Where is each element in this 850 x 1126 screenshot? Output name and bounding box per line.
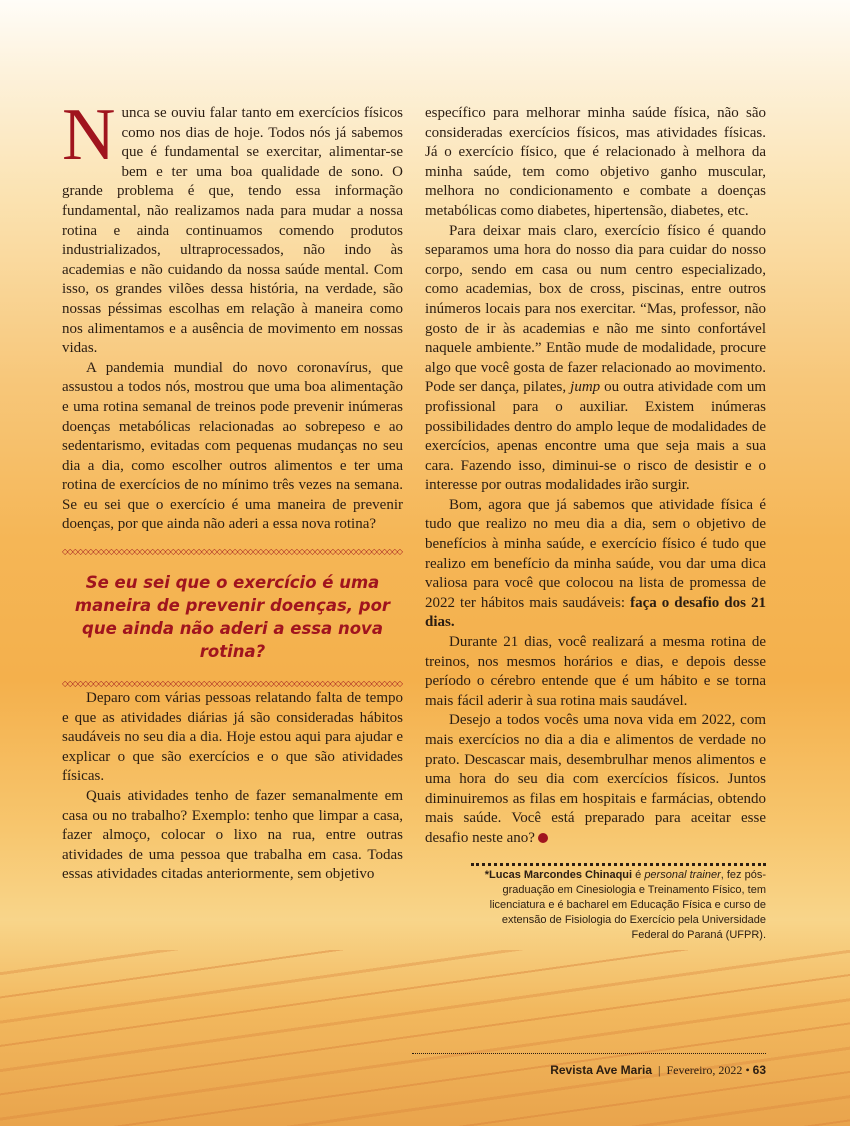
paragraph: A pandemia mundial do novo coronavírus, que assustou a todos nós, mostrou que uma boa alimentação e uma rotina semanal de treinos pode prevenir inúmeras doenças metabólicas relacionadas ao sobrepeso e ao sedentarismo, evitadas com pequenas mudanças no seu dia a dia, como escolher outros alimentos e ter uma rotina de exercícios de no mínimo três vezes na semana. Se eu sei que o exercício é uma maneira de prevenir doenças, por que ainda não aderi a essa nova rotina?	[62, 359, 403, 533]
paragraph: Quais atividades tenho de fazer semanalmente em casa ou no trabalho? Exemplo: tenho que limpar a casa, fazer almoço, colocar o lixo na rua, entre outras atividades de uma pessoa que trabalha em casa. Todas essas atividades citadas anteriormente, sem objetivo	[62, 788, 403, 883]
text: , fez pós-graduação em Cinesiologia e Treinamento Físico, tem licenciatura e é bacharel em Educação Física e curso de extensão de Fisiologia do Exercício pela Universidade Federal do Paraná (UFPR).	[489, 868, 766, 941]
ornament-divider: ◇◇◇◇◇◇◇◇◇◇◇◇◇◇◇◇◇◇◇◇◇◇◇◇◇◇◇◇◇◇◇◇◇◇◇◇◇◇◇◇◇◇◇◇◇◇◇◇◇◇◇◇◇◇◇◇◇◇◇◇◇◇◇◇◇◇	[62, 679, 403, 689]
page-footer	[550, 1062, 766, 1078]
text: Desejo a todos vocês uma nova vida em 2022, com mais exercícios no dia a dia e alimentos de verdade no prato. Descascar mais, desembrulhar menos alimentos e uma hora do seu dia com exercícios físicos. Juntos diminuiremos as filas em hospitais e farmácias, obtendo mais saúde. Você está preparado para aceitar esse desafio neste ano?	[425, 712, 766, 846]
paragraph-text: unca se ouviu falar tanto em exercícios físicos como nos dias de hoje. Todos nós já sabemos que é fundamental se exercitar, alimentar-se bem e ter uma boa qualidade de sono. O grande problema é que, tendo essa informação fundamental, não realizamos nada para mudar a nossa rotina e ainda continuamos comendo produtos industrializados, ultraprocessados, não indo às academias e não cuidando da nossa saúde mental. Com isso, os grandes vilões dessa história, na verdade, são nossas péssimas escolhas em relação à maneira como nos alimentamos e a ausência de movimento em nossas vidas.	[62, 105, 403, 357]
bullet: •	[745, 1062, 750, 1077]
text: Para deixar mais claro, exercício físico é quando separamos uma hora do nosso dia para cuidar do nosso corpo, sendo em casa ou num centro especializado, como academias, box de cross, piscinas, entre outros inúmeros locais para nos exercitar. “Mas, professor, não gosto de ir às academias e não me sinto confortável naquele ambiente.” Então mude de modalidade, procure algo que você gosta de fazer relacionado ao movimento. Pode ser dança, pilates,	[425, 222, 766, 396]
paragraph	[425, 222, 766, 496]
left-column	[62, 94, 403, 885]
italic-term: jump	[570, 379, 601, 396]
paragraph	[425, 496, 766, 633]
author-name: *Lucas Marcondes Chinaqui	[484, 868, 633, 881]
paragraph: Deparo com várias pessoas relatando falta de tempo e que as atividades diárias já são consideradas hábitos saudáveis no seu dia a dia. Hoje estou aqui para ajudar e explicar o que são exercícios e o que são atividades físicas.	[62, 690, 403, 785]
text: ou outra atividade com um profissional para o auxiliar. Existem inúmeras possibilidades dentro do amplo leque de modalidades de exercícios, apenas encontre uma que seja mais a sua cara. Fazendo isso, diminui-se o risco de desistir e o interesse por outras modalidades irão surgir.	[425, 379, 766, 494]
drop-cap: N	[62, 94, 116, 176]
issue-date: Fevereiro, 2022	[666, 1062, 743, 1077]
author-bio	[471, 863, 766, 943]
pull-quote: Se eu sei que o exercício é uma maneira de prevenir doenças, por que ainda não aderi a essa nova rotina?	[74, 573, 391, 662]
paragraph: específico para melhorar minha saúde física, não são consideradas exercícios físicos, mas atividades físicas. Já o exercício físico, que é relacionado à melhora da minha saúde, tem como objetivo ganho muscular, melhora no condicionamento e combate a doenças metabólicas como diabetes, hipertensão, diabetes, etc.	[425, 105, 766, 219]
page-number: 63	[752, 1062, 766, 1077]
end-mark-icon	[538, 833, 548, 843]
paragraph	[62, 94, 403, 359]
author-role: personal trainer	[644, 868, 721, 881]
footer-divider	[412, 1053, 766, 1054]
right-column	[425, 104, 766, 1078]
paragraph	[425, 711, 766, 848]
magazine-name: Revista Ave Maria	[550, 1062, 653, 1077]
text: Bom, agora que já sabemos que atividade física é tudo que realizo no meu dia a dia, sem o objetivo de benefícios à minha saúde, e exercício físico é tudo que realizo em benefício da minha saúde, vou dar uma dica valiosa para você que colocou na lista de promessa de 2022 ter hábitos mais saudáveis:	[425, 496, 766, 611]
bold-callout: faça o desafio dos 21 dias.	[425, 594, 766, 631]
text: é	[632, 868, 645, 881]
ornament-divider: ◇◇◇◇◇◇◇◇◇◇◇◇◇◇◇◇◇◇◇◇◇◇◇◇◇◇◇◇◇◇◇◇◇◇◇◇◇◇◇◇◇◇◇◇◇◇◇◇◇◇◇◇◇◇◇◇◇◇◇◇◇◇◇◇◇◇	[62, 547, 403, 557]
paragraph: Durante 21 dias, você realizará a mesma rotina de treinos, nos mesmos horários e dias, e depois desse período o cérebro entende que é um hábito e se torna mais fácil aderir à sua rotina mais saudável.	[425, 634, 766, 709]
separator: |	[658, 1062, 661, 1077]
